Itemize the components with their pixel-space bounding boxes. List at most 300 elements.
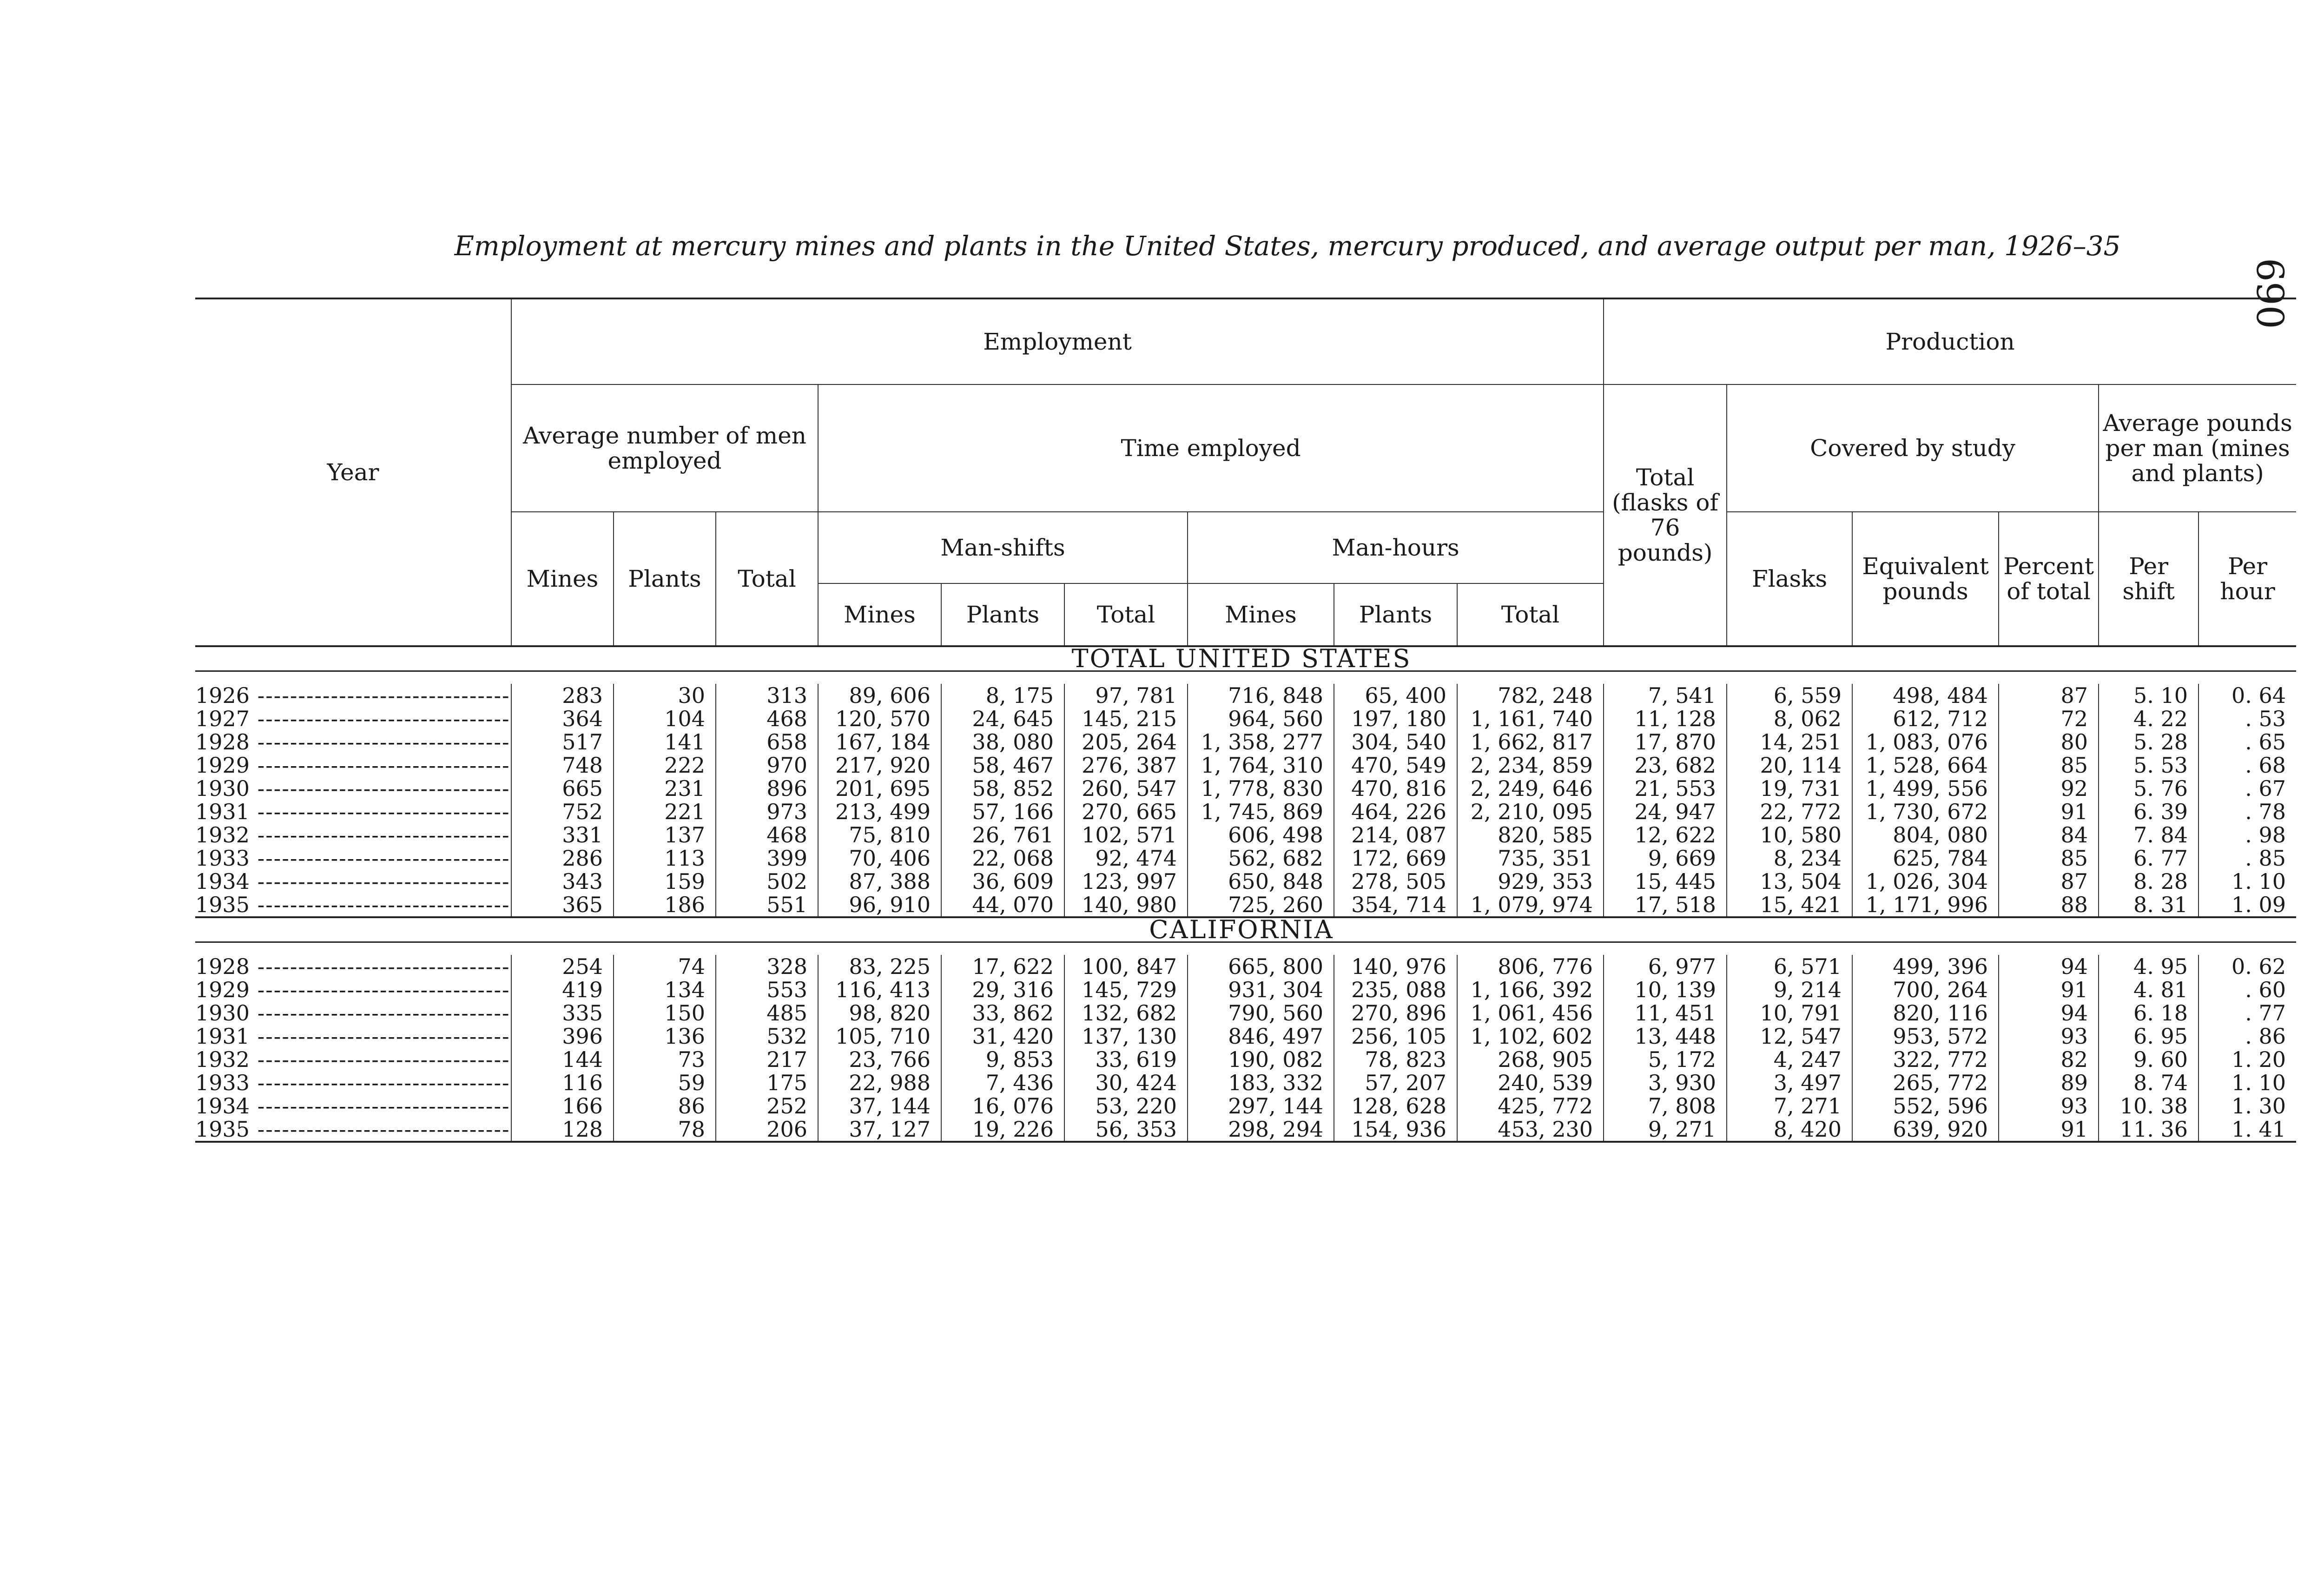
table-cell: 1, 764, 310 <box>1188 754 1334 777</box>
table-cell: 331 <box>511 823 614 847</box>
table-cell: . 67 <box>2199 777 2296 800</box>
table-cell: 313 <box>716 684 818 707</box>
header-shifts-total: Total <box>1064 583 1188 646</box>
table-row <box>195 684 2296 707</box>
table-cell: 665 <box>511 777 614 800</box>
table-cell: 120, 570 <box>818 707 941 730</box>
table-cell: 270, 665 <box>1064 800 1188 823</box>
table-cell: 11, 128 <box>1604 707 1727 730</box>
table-cell: 453, 230 <box>1457 1118 1604 1142</box>
table-cell: 166 <box>511 1094 614 1118</box>
table-cell: 44, 070 <box>941 893 1064 917</box>
table-cell: 5. 76 <box>2099 777 2199 800</box>
table-cell: 9, 271 <box>1604 1118 1727 1142</box>
table-cell: 98, 820 <box>818 1001 941 1025</box>
section-heading: CALIFORNIA <box>195 917 2296 942</box>
table-cell: 72 <box>1999 707 2099 730</box>
table-cell: 91 <box>1999 800 2099 823</box>
table-cell: 298, 294 <box>1188 1118 1334 1142</box>
table-cell: 7, 271 <box>1727 1094 1852 1118</box>
section-california <box>195 917 2296 1142</box>
header-hours-mines: Mines <box>1188 583 1334 646</box>
table-cell: 283 <box>511 684 614 707</box>
table-cell: 9, 669 <box>1604 847 1727 870</box>
table-cell: 13, 448 <box>1604 1025 1727 1048</box>
header-production: Production <box>1604 298 2296 384</box>
table-cell: 80 <box>1999 730 2099 754</box>
table-cell: 4. 81 <box>2099 978 2199 1001</box>
table-cell: 59 <box>614 1071 716 1094</box>
header-shifts-mines: Mines <box>818 583 941 646</box>
table-cell: 8, 234 <box>1727 847 1852 870</box>
table-cell: 973 <box>716 800 818 823</box>
table-cell: 0. 62 <box>2199 955 2296 978</box>
year-cell: 1935 ----- <box>195 893 511 917</box>
table-cell: 78, 823 <box>1334 1048 1457 1071</box>
table-cell: 57, 207 <box>1334 1071 1457 1094</box>
table-cell: 1. 09 <box>2199 893 2296 917</box>
table-cell: 1. 30 <box>2199 1094 2296 1118</box>
table-cell: . 68 <box>2199 754 2296 777</box>
table-cell: 931, 304 <box>1188 978 1334 1001</box>
table-cell: 205, 264 <box>1064 730 1188 754</box>
header-year: Year <box>195 298 511 646</box>
table-cell: 4. 22 <box>2099 707 2199 730</box>
table-cell: 86 <box>614 1094 716 1118</box>
year-cell: 1929 ----- <box>195 754 511 777</box>
table-cell: 1, 026, 304 <box>1852 870 1999 893</box>
year-cell: 1932 ----- <box>195 823 511 847</box>
table-cell: 502 <box>716 870 818 893</box>
table-cell: . 65 <box>2199 730 2296 754</box>
table-cell: 183, 332 <box>1188 1071 1334 1094</box>
table-cell: 33, 862 <box>941 1001 1064 1025</box>
table-cell: . 77 <box>2199 1001 2296 1025</box>
table-cell: 24, 645 <box>941 707 1064 730</box>
table-cell: 116 <box>511 1071 614 1094</box>
table-cell: 20, 114 <box>1727 754 1852 777</box>
table-cell: 396 <box>511 1025 614 1048</box>
table-cell: 419 <box>511 978 614 1001</box>
table-cell: 276, 387 <box>1064 754 1188 777</box>
table-cell: 606, 498 <box>1188 823 1334 847</box>
table-cell: 7, 436 <box>941 1071 1064 1094</box>
year-cell: 1935 ----- <box>195 1118 511 1142</box>
table-cell: 552, 596 <box>1852 1094 1999 1118</box>
table-cell: 7, 808 <box>1604 1094 1727 1118</box>
table-cell: 7, 541 <box>1604 684 1727 707</box>
table-cell: 87 <box>1999 684 2099 707</box>
table-cell: 36, 609 <box>941 870 1064 893</box>
section-total-united-states <box>195 646 2296 917</box>
header-covered-by-study: Covered by study <box>1727 384 2099 512</box>
table-cell: 929, 353 <box>1457 870 1604 893</box>
table-cell: 6. 18 <box>2099 1001 2199 1025</box>
table-cell: 136 <box>614 1025 716 1048</box>
year-cell: 1931 ----- <box>195 1025 511 1048</box>
table-cell: 1, 662, 817 <box>1457 730 1604 754</box>
table-cell: 14, 251 <box>1727 730 1852 754</box>
table-row <box>195 1094 2296 1118</box>
header-time-employed: Time employed <box>818 384 1604 512</box>
table-cell: 8. 74 <box>2099 1071 2199 1094</box>
table-cell: 265, 772 <box>1852 1071 1999 1094</box>
table-row <box>195 730 2296 754</box>
table-cell: 10, 791 <box>1727 1001 1852 1025</box>
table-cell: 217, 920 <box>818 754 941 777</box>
table-cell: 132, 682 <box>1064 1001 1188 1025</box>
table-cell: 470, 816 <box>1334 777 1457 800</box>
table-cell: 498, 484 <box>1852 684 1999 707</box>
table-cell: 12, 547 <box>1727 1025 1852 1048</box>
table-cell: 88 <box>1999 893 2099 917</box>
table-cell: 137 <box>614 823 716 847</box>
table-cell: 9. 60 <box>2099 1048 2199 1071</box>
section-heading: TOTAL UNITED STATES <box>195 646 2296 671</box>
table-cell: 256, 105 <box>1334 1025 1457 1048</box>
table-cell: 970 <box>716 754 818 777</box>
table-cell: 468 <box>716 707 818 730</box>
table-cell: 116, 413 <box>818 978 941 1001</box>
table-cell: 8, 175 <box>941 684 1064 707</box>
header-hours-plants: Plants <box>1334 583 1457 646</box>
table-cell: 19, 731 <box>1727 777 1852 800</box>
table-cell: 5. 28 <box>2099 730 2199 754</box>
table-cell: 1, 171, 996 <box>1852 893 1999 917</box>
table-cell: 8. 31 <box>2099 893 2199 917</box>
table-cell: 6, 559 <box>1727 684 1852 707</box>
table-cell: 128 <box>511 1118 614 1142</box>
table-cell: 820, 116 <box>1852 1001 1999 1025</box>
table-cell: 1. 41 <box>2199 1118 2296 1142</box>
table-cell: 23, 682 <box>1604 754 1727 777</box>
table-cell: 10, 580 <box>1727 823 1852 847</box>
table-cell: 100, 847 <box>1064 955 1188 978</box>
table-cell: 214, 087 <box>1334 823 1457 847</box>
table-cell: 22, 772 <box>1727 800 1852 823</box>
table-cell: 399 <box>716 847 818 870</box>
table-cell: 89 <box>1999 1071 2099 1094</box>
table-cell: 23, 766 <box>818 1048 941 1071</box>
table-cell: 12, 622 <box>1604 823 1727 847</box>
table-row <box>195 870 2296 893</box>
header-men-total: Total <box>716 512 818 646</box>
table-cell: 8. 28 <box>2099 870 2199 893</box>
table-cell: . 60 <box>2199 978 2296 1001</box>
table-cell: 468 <box>716 823 818 847</box>
table-cell: 1. 10 <box>2199 870 2296 893</box>
table-cell: 29, 316 <box>941 978 1064 1001</box>
employment-table <box>195 298 2296 1143</box>
table-cell: 252 <box>716 1094 818 1118</box>
table-cell: 235, 088 <box>1334 978 1457 1001</box>
table-cell: 123, 997 <box>1064 870 1188 893</box>
header-avg-men: Average number of men employed <box>511 384 818 512</box>
table-cell: 5, 172 <box>1604 1048 1727 1071</box>
table-cell: 92 <box>1999 777 2099 800</box>
table-cell: 499, 396 <box>1852 955 1999 978</box>
table-cell: 268, 905 <box>1457 1048 1604 1071</box>
table-cell: 154, 936 <box>1334 1118 1457 1142</box>
table-cell: 4, 247 <box>1727 1048 1852 1071</box>
table-cell: 128, 628 <box>1334 1094 1457 1118</box>
year-cell: 1928 ----- <box>195 730 511 754</box>
table-row <box>195 847 2296 870</box>
header-percent-of-total: Percent of total <box>1999 512 2099 646</box>
table-cell: 15, 421 <box>1727 893 1852 917</box>
table-row <box>195 1071 2296 1094</box>
table-cell: 1, 161, 740 <box>1457 707 1604 730</box>
header-per-shift: Per shift <box>2099 512 2199 646</box>
table-cell: 85 <box>1999 754 2099 777</box>
table-row <box>195 1048 2296 1071</box>
year-cell: 1929 ----- <box>195 978 511 1001</box>
header-total-flasks: Total (flasks of 76 pounds) <box>1604 384 1727 646</box>
table-cell: 6. 95 <box>2099 1025 2199 1048</box>
year-cell: 1933 ----- <box>195 847 511 870</box>
table-cell: 140, 980 <box>1064 893 1188 917</box>
table-cell: 17, 518 <box>1604 893 1727 917</box>
table-cell: 1, 745, 869 <box>1188 800 1334 823</box>
table-cell: 625, 784 <box>1852 847 1999 870</box>
table-cell: 650, 848 <box>1188 870 1334 893</box>
table-cell: 6, 977 <box>1604 955 1727 978</box>
table-cell: 0. 64 <box>2199 684 2296 707</box>
table-cell: 964, 560 <box>1188 707 1334 730</box>
table-cell: 364 <box>511 707 614 730</box>
table-cell: 141 <box>614 730 716 754</box>
table-cell: 716, 848 <box>1188 684 1334 707</box>
table-cell: 150 <box>614 1001 716 1025</box>
table-cell: 2, 249, 646 <box>1457 777 1604 800</box>
table-cell: 1, 079, 974 <box>1457 893 1604 917</box>
table-cell: 9, 853 <box>941 1048 1064 1071</box>
table-cell: 159 <box>614 870 716 893</box>
header-shifts-plants: Plants <box>941 583 1064 646</box>
table-cell: 6. 77 <box>2099 847 2199 870</box>
table-cell: 3, 497 <box>1727 1071 1852 1094</box>
table-cell: 2, 210, 095 <box>1457 800 1604 823</box>
table-cell: 846, 497 <box>1188 1025 1334 1048</box>
table-cell: 206 <box>716 1118 818 1142</box>
year-cell: 1926 ----- <box>195 684 511 707</box>
table-cell: 231 <box>614 777 716 800</box>
table-cell: 1, 083, 076 <box>1852 730 1999 754</box>
table-cell: 91 <box>1999 1118 2099 1142</box>
table-cell: 1, 528, 664 <box>1852 754 1999 777</box>
table-cell: 17, 622 <box>941 955 1064 978</box>
table-cell: 4. 95 <box>2099 955 2199 978</box>
table-cell: 221 <box>614 800 716 823</box>
table-cell: 105, 710 <box>818 1025 941 1048</box>
table-cell: 639, 920 <box>1852 1118 1999 1142</box>
table-cell: 16, 076 <box>941 1094 1064 1118</box>
table-row <box>195 1118 2296 1142</box>
table-cell: 553 <box>716 978 818 1001</box>
table-row <box>195 754 2296 777</box>
table-cell: 9, 214 <box>1727 978 1852 1001</box>
table-cell: 953, 572 <box>1852 1025 1999 1048</box>
table-title: Employment at mercury mines and plants in the United States, mercury produced, and average output per man, 1926–35 <box>454 230 2121 262</box>
table-cell: 213, 499 <box>818 800 941 823</box>
table-cell: 70, 406 <box>818 847 941 870</box>
table-cell: . 78 <box>2199 800 2296 823</box>
table-cell: 186 <box>614 893 716 917</box>
table-cell: 748 <box>511 754 614 777</box>
table-cell: . 53 <box>2199 707 2296 730</box>
table-row <box>195 978 2296 1001</box>
table-cell: 3, 930 <box>1604 1071 1727 1094</box>
table-row <box>195 955 2296 978</box>
table-cell: 297, 144 <box>1188 1094 1334 1118</box>
table-cell: 82 <box>1999 1048 2099 1071</box>
table-cell: 1, 102, 602 <box>1457 1025 1604 1048</box>
table-cell: 37, 127 <box>818 1118 941 1142</box>
header-equivalent-pounds: Equivalent pounds <box>1852 512 1999 646</box>
table-cell: 1. 20 <box>2199 1048 2296 1071</box>
table-cell: 96, 910 <box>818 893 941 917</box>
table-cell: 612, 712 <box>1852 707 1999 730</box>
table-cell: 10, 139 <box>1604 978 1727 1001</box>
table-cell: 22, 988 <box>818 1071 941 1094</box>
table-cell: 1, 166, 392 <box>1457 978 1604 1001</box>
table-cell: 335 <box>511 1001 614 1025</box>
table-cell: 562, 682 <box>1188 847 1334 870</box>
table-cell: 658 <box>716 730 818 754</box>
table-cell: 343 <box>511 870 614 893</box>
table-cell: 30 <box>614 684 716 707</box>
table-row <box>195 1001 2296 1025</box>
table-cell: 87, 388 <box>818 870 941 893</box>
header-employment: Employment <box>511 298 1604 384</box>
table-cell: 804, 080 <box>1852 823 1999 847</box>
header-hours-total: Total <box>1457 583 1604 646</box>
table-cell: 73 <box>614 1048 716 1071</box>
table-cell: 470, 549 <box>1334 754 1457 777</box>
table-cell: 464, 226 <box>1334 800 1457 823</box>
table-cell: 700, 264 <box>1852 978 1999 1001</box>
table-cell: 15, 445 <box>1604 870 1727 893</box>
table-cell: 94 <box>1999 1001 2099 1025</box>
header-flasks: Flasks <box>1727 512 1852 646</box>
table-cell: 1, 499, 556 <box>1852 777 1999 800</box>
table-cell: 201, 695 <box>818 777 941 800</box>
table-cell: 7. 84 <box>2099 823 2199 847</box>
table-cell: 8, 420 <box>1727 1118 1852 1142</box>
table-cell: 19, 226 <box>941 1118 1064 1142</box>
header-man-shifts: Man-shifts <box>818 512 1188 583</box>
table-cell: 31, 420 <box>941 1025 1064 1048</box>
table-cell: 175 <box>716 1071 818 1094</box>
table-row <box>195 893 2296 917</box>
table-row <box>195 800 2296 823</box>
table-cell: 58, 467 <box>941 754 1064 777</box>
table-cell: 74 <box>614 955 716 978</box>
table-cell: 725, 260 <box>1188 893 1334 917</box>
table-cell: 38, 080 <box>941 730 1064 754</box>
year-cell: 1933 ----- <box>195 1071 511 1094</box>
table-cell: 240, 539 <box>1457 1071 1604 1094</box>
table-cell: 145, 729 <box>1064 978 1188 1001</box>
table-cell: 93 <box>1999 1025 2099 1048</box>
table-row <box>195 823 2296 847</box>
year-cell: 1928 ----- <box>195 955 511 978</box>
table-cell: 365 <box>511 893 614 917</box>
table-cell: 53, 220 <box>1064 1094 1188 1118</box>
header-per-hour: Per hour <box>2199 512 2296 646</box>
table-cell: 11, 451 <box>1604 1001 1727 1025</box>
table-cell: 354, 714 <box>1334 893 1457 917</box>
table-cell: 260, 547 <box>1064 777 1188 800</box>
table-cell: 167, 184 <box>818 730 941 754</box>
table-cell: 485 <box>716 1001 818 1025</box>
table-cell: . 86 <box>2199 1025 2296 1048</box>
table-cell: 322, 772 <box>1852 1048 1999 1071</box>
table-cell: 2, 234, 859 <box>1457 754 1604 777</box>
table-cell: 144 <box>511 1048 614 1071</box>
header-man-hours: Man-hours <box>1188 512 1604 583</box>
table-cell: 820, 585 <box>1457 823 1604 847</box>
year-cell: 1934 ----- <box>195 1094 511 1118</box>
table-row <box>195 777 2296 800</box>
table-cell: 75, 810 <box>818 823 941 847</box>
table-cell: 89, 606 <box>818 684 941 707</box>
table-cell: 21, 553 <box>1604 777 1727 800</box>
table-cell: 665, 800 <box>1188 955 1334 978</box>
year-cell: 1927 ----- <box>195 707 511 730</box>
table-cell: 328 <box>716 955 818 978</box>
year-cell: 1930 ----- <box>195 1001 511 1025</box>
year-cell: 1932 ----- <box>195 1048 511 1071</box>
table-cell: 782, 248 <box>1457 684 1604 707</box>
header-avg-pounds: Average pounds per man (mines and plants) <box>2099 384 2296 512</box>
table-cell: 145, 215 <box>1064 707 1188 730</box>
year-cell: 1930 ----- <box>195 777 511 800</box>
table-cell: 26, 761 <box>941 823 1064 847</box>
table-cell: 24, 947 <box>1604 800 1727 823</box>
year-cell: 1934 ----- <box>195 870 511 893</box>
table-cell: 56, 353 <box>1064 1118 1188 1142</box>
table-cell: 790, 560 <box>1188 1001 1334 1025</box>
table-cell: 197, 180 <box>1334 707 1457 730</box>
table-cell: 896 <box>716 777 818 800</box>
table-cell: 140, 976 <box>1334 955 1457 978</box>
table-cell: 30, 424 <box>1064 1071 1188 1094</box>
table-cell: 84 <box>1999 823 2099 847</box>
table-cell: 87 <box>1999 870 2099 893</box>
table-cell: 6. 39 <box>2099 800 2199 823</box>
table-cell: 91 <box>1999 978 2099 1001</box>
table-cell: 1, 358, 277 <box>1188 730 1334 754</box>
table-cell: 8, 062 <box>1727 707 1852 730</box>
table-cell: 551 <box>716 893 818 917</box>
table-cell: 217 <box>716 1048 818 1071</box>
table-cell: 222 <box>614 754 716 777</box>
table-cell: 190, 082 <box>1188 1048 1334 1071</box>
table-cell: 113 <box>614 847 716 870</box>
table-cell: 102, 571 <box>1064 823 1188 847</box>
table-cell: 33, 619 <box>1064 1048 1188 1071</box>
table-cell: 286 <box>511 847 614 870</box>
table-cell: 78 <box>614 1118 716 1142</box>
table-cell: 83, 225 <box>818 955 941 978</box>
table-cell: 172, 669 <box>1334 847 1457 870</box>
table-cell: 517 <box>511 730 614 754</box>
table-cell: 94 <box>1999 955 2099 978</box>
table-cell: 735, 351 <box>1457 847 1604 870</box>
table-cell: 254 <box>511 955 614 978</box>
table-cell: . 85 <box>2199 847 2296 870</box>
